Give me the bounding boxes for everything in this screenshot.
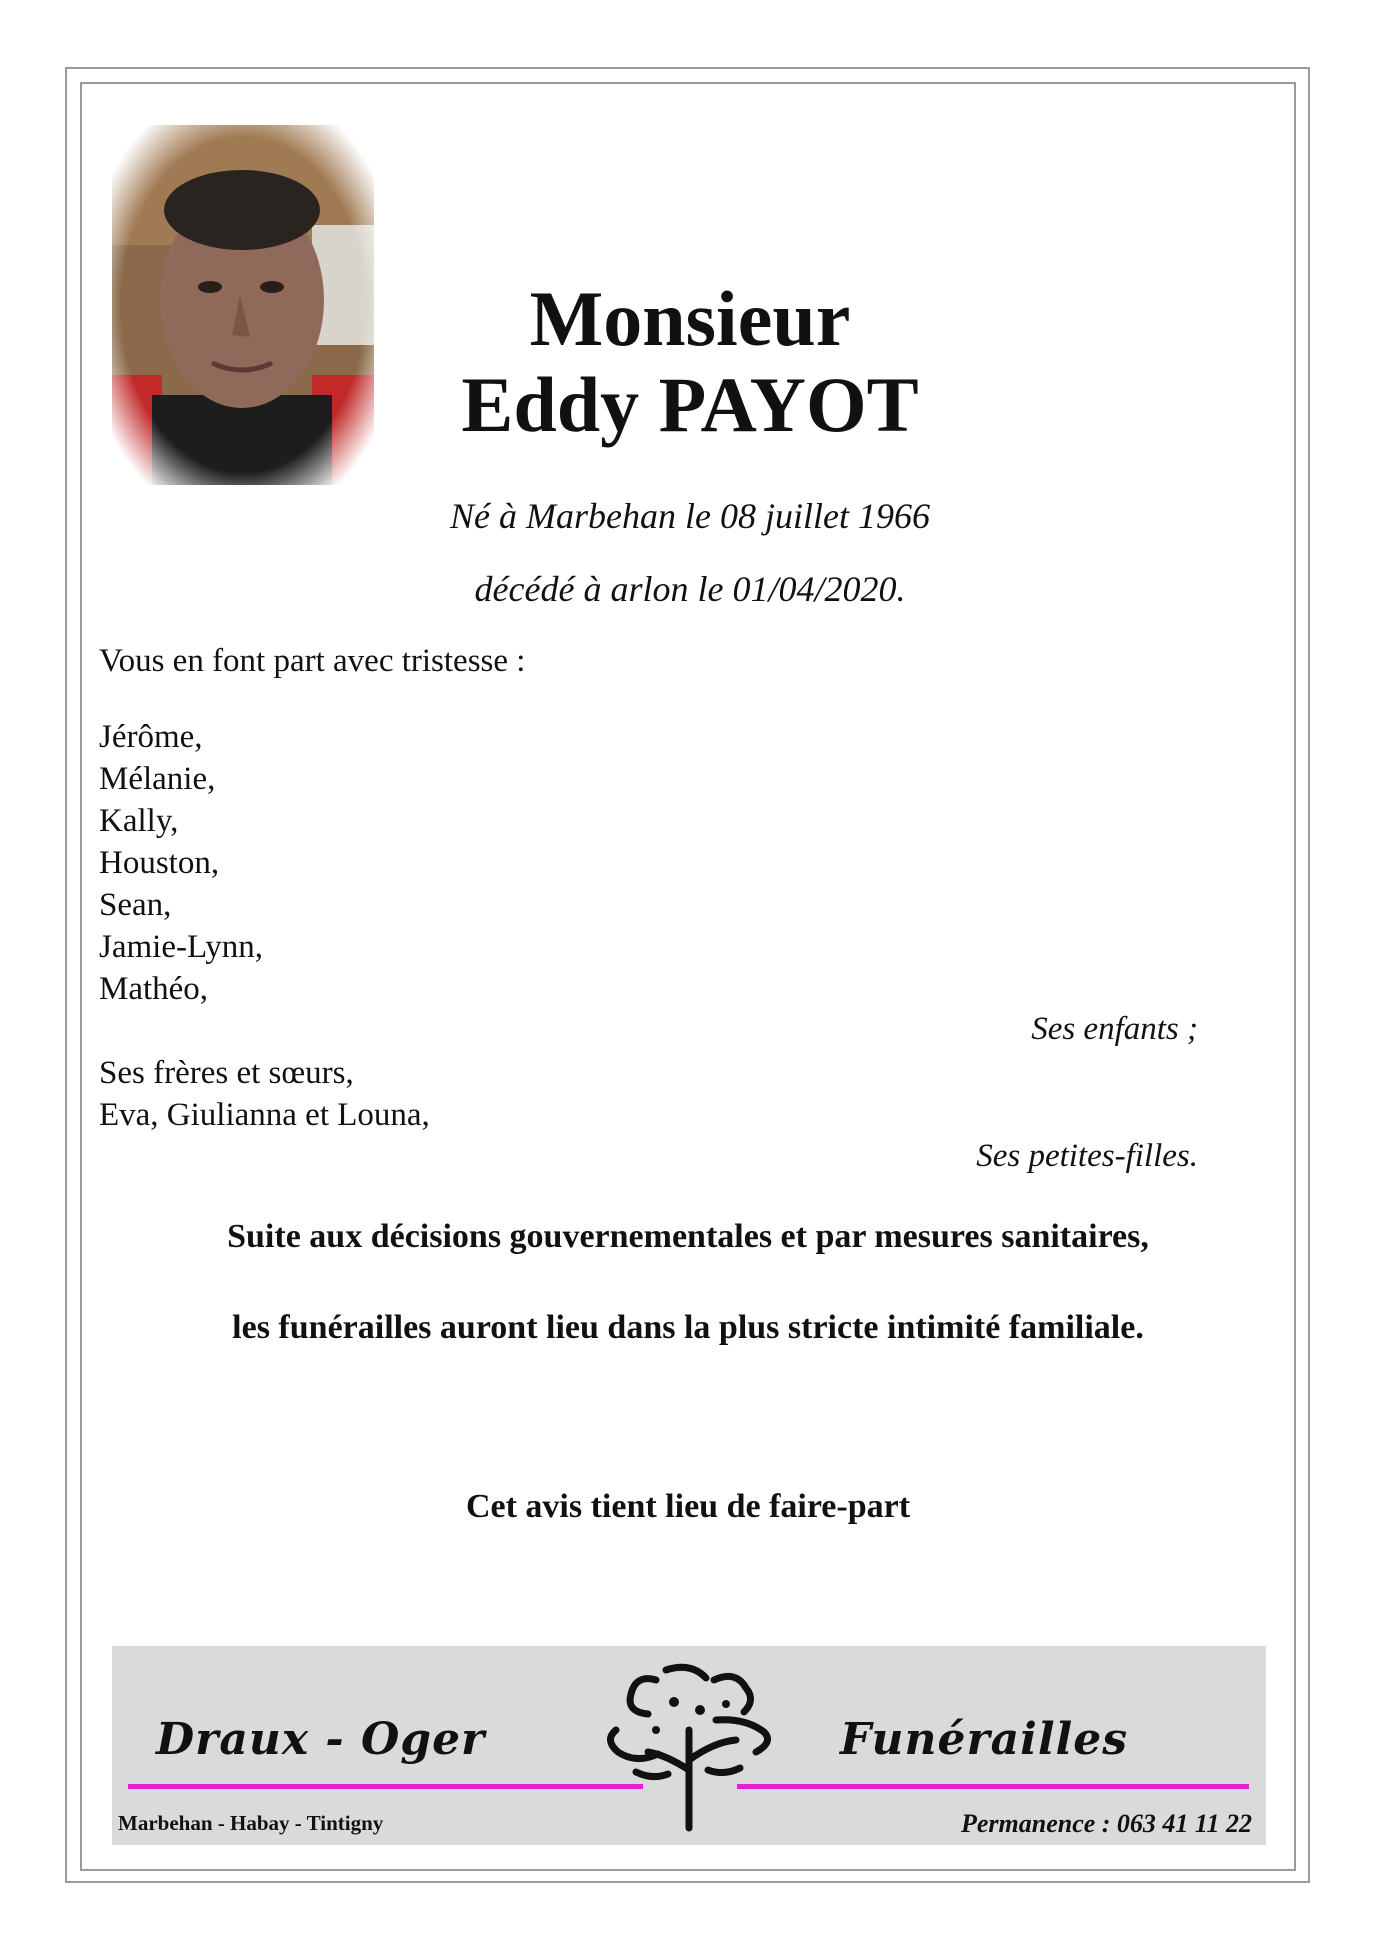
list-item: Sean, — [99, 887, 172, 923]
tree-icon — [596, 1660, 782, 1832]
grandchildren-line: Eva, Giulianna et Louna, — [99, 1097, 430, 1133]
accent-line-right — [737, 1784, 1249, 1789]
list-item: Jérôme, — [99, 719, 203, 755]
list-item: Mélanie, — [99, 761, 216, 797]
brand-name: Draux - Oger — [156, 1714, 486, 1765]
list-item: Mathéo, — [99, 971, 209, 1007]
locations: Marbehan - Habay - Tintigny — [118, 1811, 384, 1835]
title-honorific: Monsieur — [529, 275, 851, 362]
funeral-notice: les funérailles auront lieu dans la plus stricte intimité familiale. — [232, 1309, 1144, 1346]
sanitary-notice: Suite aux décisions gouvernementales et par mesures sanitaires, — [227, 1218, 1149, 1255]
portrait-photo — [112, 125, 374, 485]
permanence-phone: Permanence : 063 41 11 22 — [960, 1809, 1252, 1838]
grandchildren-signature: Ses petites-filles. — [976, 1138, 1198, 1174]
brand-tagline: Funérailles — [840, 1714, 1129, 1765]
birth-info: Né à Marbehan le 08 juillet 1966 — [450, 496, 930, 536]
accent-line-left — [128, 1784, 643, 1789]
faire-part-notice: Cet avis tient lieu de faire-part — [465, 1488, 911, 1525]
title-name: Eddy PAYOT — [461, 361, 919, 448]
siblings-block — [99, 1052, 430, 1136]
children-signature: Ses enfants ; — [1031, 1011, 1198, 1047]
list-item: Houston, — [99, 845, 220, 881]
children-list — [99, 716, 263, 1010]
death-info: décédé à arlon le 01/04/2020. — [474, 569, 906, 609]
list-item: Kally, — [99, 803, 179, 839]
list-item: Jamie-Lynn, — [99, 929, 264, 965]
siblings-line: Ses frères et sœurs, — [99, 1055, 354, 1091]
announcement-intro: Vous en font part avec tristesse : — [99, 643, 526, 679]
